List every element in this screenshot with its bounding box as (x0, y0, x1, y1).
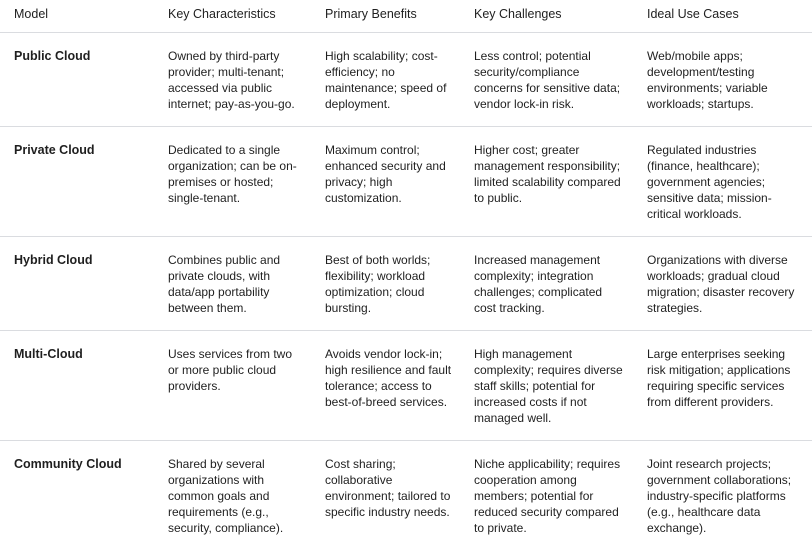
cell-characteristics: Combines public and private clouds, with data/app portability between them. (154, 237, 311, 331)
cell-use-cases: Web/mobile apps; development/testing environments; variable workloads; startups. (633, 33, 812, 127)
cell-challenges: Less control; potential security/compliance concerns for sensitive data; vendor lock-in risk. (460, 33, 633, 127)
cell-model: Public Cloud (0, 33, 154, 127)
cell-characteristics: Uses services from two or more public cloud providers. (154, 331, 311, 441)
cell-use-cases: Regulated industries (finance, healthcare); government agencies; sensitive data; mission-critical workloads. (633, 127, 812, 237)
header-key-challenges: Key Challenges (460, 0, 633, 33)
table-row (0, 441, 812, 550)
header-key-characteristics: Key Characteristics (154, 0, 311, 33)
table-row (0, 237, 812, 331)
cell-benefits: Maximum control; enhanced security and privacy; high customization. (311, 127, 460, 237)
cell-characteristics: Dedicated to a single organization; can be on-premises or hosted; single-tenant. (154, 127, 311, 237)
header-primary-benefits: Primary Benefits (311, 0, 460, 33)
cell-use-cases: Organizations with diverse workloads; gradual cloud migration; disaster recovery strategies. (633, 237, 812, 331)
cell-benefits: High scalability; cost-efficiency; no maintenance; speed of deployment. (311, 33, 460, 127)
cell-model: Private Cloud (0, 127, 154, 237)
cell-challenges: Increased management complexity; integration challenges; complicated cost tracking. (460, 237, 633, 331)
table-header-row (0, 0, 812, 33)
cell-model: Multi-Cloud (0, 331, 154, 441)
table-row (0, 33, 812, 127)
cell-characteristics: Shared by several organizations with common goals and requirements (e.g., security, compliance). (154, 441, 311, 550)
cell-model: Community Cloud (0, 441, 154, 550)
table-row (0, 127, 812, 237)
cell-use-cases: Joint research projects; government collaborations; industry-specific platforms (e.g., healthcare data exchange). (633, 441, 812, 550)
cell-benefits: Cost sharing; collaborative environment; tailored to specific industry needs. (311, 441, 460, 550)
cell-challenges: High management complexity; requires diverse staff skills; potential for increased costs if not managed well. (460, 331, 633, 441)
header-model: Model (0, 0, 154, 33)
cell-use-cases: Large enterprises seeking risk mitigation; applications requiring specific services from different providers. (633, 331, 812, 441)
cell-challenges: Niche applicability; requires cooperation among members; potential for reduced security compared to private. (460, 441, 633, 550)
cell-benefits: Best of both worlds; flexibility; workload optimization; cloud bursting. (311, 237, 460, 331)
cell-model: Hybrid Cloud (0, 237, 154, 331)
header-ideal-use-cases: Ideal Use Cases (633, 0, 812, 33)
cell-characteristics: Owned by third-party provider; multi-tenant; accessed via public internet; pay-as-you-go. (154, 33, 311, 127)
cell-benefits: Avoids vendor lock-in; high resilience and fault tolerance; access to best-of-breed services. (311, 331, 460, 441)
cell-challenges: Higher cost; greater management responsibility; limited scalability compared to public. (460, 127, 633, 237)
table-row (0, 331, 812, 441)
